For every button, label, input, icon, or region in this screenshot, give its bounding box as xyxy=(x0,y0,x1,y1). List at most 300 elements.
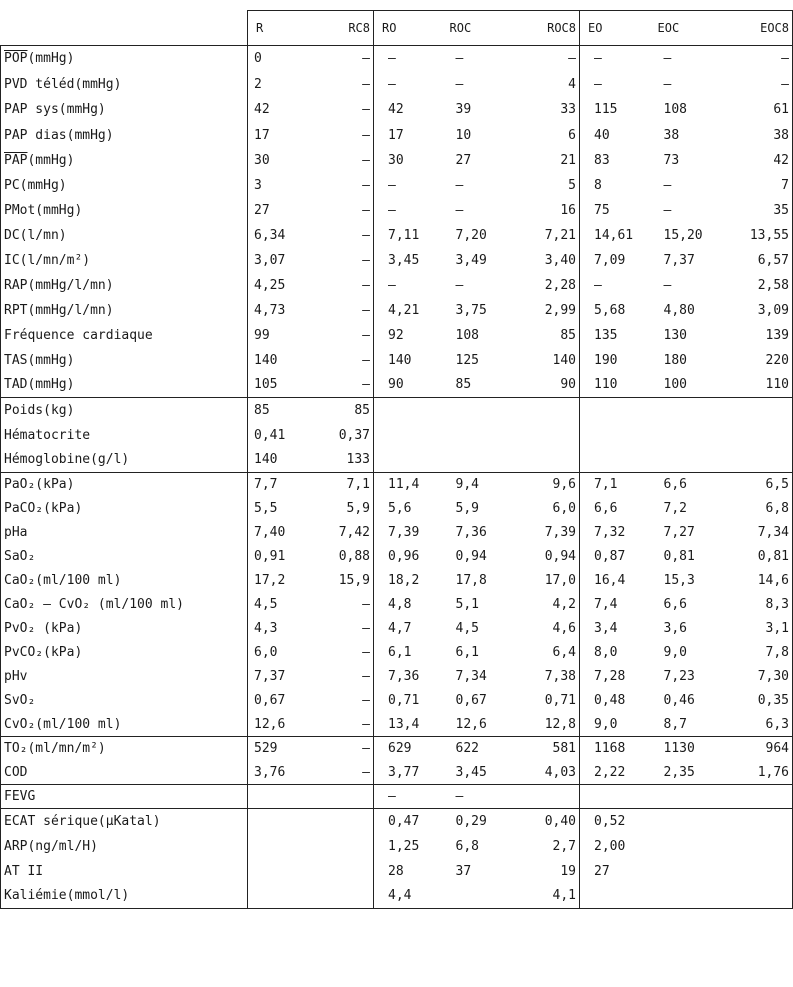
table-row-fevg xyxy=(1,785,793,809)
cell-eoc: 7,23 xyxy=(663,669,695,684)
cell-roc: 9,4 xyxy=(442,473,510,497)
cell-roc: 6,8 xyxy=(455,838,479,854)
cell-eoc xyxy=(650,448,726,473)
cell-r xyxy=(248,884,310,909)
cell-r: 4,5 xyxy=(248,593,310,617)
cell-ro: 4,7 xyxy=(374,617,442,641)
overlined-symbol: POP xyxy=(4,51,28,67)
row-label: ARP(ng/ml/H) xyxy=(1,834,248,859)
cell-roc: 0,29 xyxy=(442,809,510,834)
cell-eo: 110 xyxy=(580,373,650,398)
table-row-pap-dias-mmhg xyxy=(1,123,793,148)
table-row-rpt-mmhg-l-mn xyxy=(1,298,793,323)
cell-roc8: 85 xyxy=(560,327,576,343)
cell-eoc8: 13,55 xyxy=(726,223,793,248)
cell-roc8: 90 xyxy=(560,377,576,393)
cell-eoc: 7,37 xyxy=(663,252,695,268)
cell-rc8: – xyxy=(310,737,374,761)
cell-rc8: 15,9 xyxy=(338,573,370,588)
cell-eoc8: 139 xyxy=(726,323,793,348)
cell-roc8: 21 xyxy=(560,152,576,168)
cell-eoc8: – xyxy=(726,72,793,97)
cell-roc: 7,20 xyxy=(455,227,487,243)
cell-ro: 92 xyxy=(374,323,442,348)
cell-eoc8: – xyxy=(726,46,793,72)
cell-eoc: 15,3 xyxy=(663,573,695,588)
cell-eoc8: 7,8 xyxy=(726,641,793,665)
cell-ro: 7,36 xyxy=(374,665,442,689)
cell-roc8: 4,1 xyxy=(510,884,580,909)
row-label: PvCO₂(kPa) xyxy=(1,641,248,665)
cell-eo xyxy=(580,785,650,809)
row-label: CaO₂ – CvO₂ (ml/100 ml) xyxy=(1,593,248,617)
cell-roc: – xyxy=(442,785,510,809)
cell-r xyxy=(248,809,310,834)
cell-rc8: – xyxy=(362,252,370,268)
cell-roc xyxy=(442,448,510,473)
row-label: PMot(mmHg) xyxy=(1,198,248,223)
cell-r: 27 xyxy=(248,198,310,223)
cell-eoc xyxy=(650,859,726,884)
cell-rc8: – xyxy=(362,102,370,117)
cell-eoc8: 0,35 xyxy=(726,689,793,713)
cell-r: 17 xyxy=(248,123,310,148)
cell-r: 0,41 xyxy=(248,423,310,448)
cell-roc xyxy=(442,884,510,909)
table-row-arp-ng-ml-h xyxy=(1,834,793,859)
cell-rc8 xyxy=(310,785,374,809)
cell-eoc8: 38 xyxy=(726,123,793,148)
cell-eoc8: 3,1 xyxy=(726,617,793,641)
cell-roc xyxy=(442,398,510,423)
cell-roc: – xyxy=(442,46,510,72)
row-label: Fréquence cardiaque xyxy=(1,323,248,348)
cell-ro: 4,4 xyxy=(374,884,442,909)
cell-eo: – xyxy=(580,273,650,298)
cell-eoc8: 61 xyxy=(726,97,793,123)
cell-roc8 xyxy=(510,785,580,809)
cell-roc8: 16 xyxy=(560,202,576,218)
column-header-eo: EO xyxy=(580,11,650,46)
table-row-pvd-t-l-d-mmhg xyxy=(1,72,793,97)
cell-roc: 27 xyxy=(455,152,472,168)
column-header-ro: RO xyxy=(374,11,442,46)
cell-r: 2 xyxy=(248,72,310,97)
cell-ro: 0,71 xyxy=(374,689,442,713)
cell-ro: 6,1 xyxy=(374,641,442,665)
cell-eoc: 6,6 xyxy=(650,473,726,497)
cell-eoc8: 35 xyxy=(726,198,793,223)
cell-roc: 7,34 xyxy=(455,669,487,684)
cell-rc8: 0,37 xyxy=(338,427,370,443)
cell-roc: 0,67 xyxy=(455,693,487,708)
cell-eoc8: 6,3 xyxy=(726,713,793,737)
row-label: PAP dias(mmHg) xyxy=(1,123,248,148)
cell-eoc: – xyxy=(663,202,672,218)
cell-eoc8: 110 xyxy=(726,373,793,398)
row-label: pHv xyxy=(1,665,248,689)
cell-rc8: 85 xyxy=(310,398,374,423)
cell-r: 5,5 xyxy=(248,497,310,521)
cell-eo: 0,87 xyxy=(580,545,650,569)
cell-roc: 6,1 xyxy=(455,645,479,660)
cell-eo: 40 xyxy=(580,123,650,148)
cell-roc8: 0,71 xyxy=(544,693,576,708)
cell-eoc: 108 xyxy=(663,102,687,117)
table-row-pop-mmhg xyxy=(1,46,793,72)
table-row-tad-mmhg xyxy=(1,373,793,398)
cell-eoc: 4,80 xyxy=(663,302,695,318)
row-label: AT II xyxy=(1,859,248,884)
header-row xyxy=(1,11,793,46)
table-row-pmot-mmhg xyxy=(1,198,793,223)
cell-ro: 13,4 xyxy=(374,713,442,737)
cell-rc8 xyxy=(310,809,374,834)
cell-rc8: – xyxy=(362,645,370,660)
table-row-cao-cvo-ml-100-ml xyxy=(1,593,793,617)
cell-r: 12,6 xyxy=(248,713,310,737)
cell-eoc: 1130 xyxy=(650,737,726,761)
cell-eo: 5,68 xyxy=(580,298,650,323)
cell-ro xyxy=(374,448,442,473)
cell-r: 4,3 xyxy=(248,617,310,641)
cell-rc8: 133 xyxy=(346,452,370,468)
cell-ro: – xyxy=(374,198,442,223)
cell-eoc8 xyxy=(726,884,793,909)
cell-rc8 xyxy=(310,834,374,859)
cell-ro: 30 xyxy=(374,148,442,173)
cell-eoc8: 6,57 xyxy=(726,248,793,273)
cell-eoc: 7,2 xyxy=(663,501,687,516)
cell-roc8: 4,6 xyxy=(552,621,576,636)
overlined-symbol: PAP xyxy=(4,152,28,168)
cell-eoc8: 6,5 xyxy=(726,473,793,497)
cell-r: 7,37 xyxy=(248,665,310,689)
cell-ro: 3,45 xyxy=(374,248,442,273)
cell-rc8: – xyxy=(362,693,370,708)
cell-roc8: 7,39 xyxy=(544,525,576,540)
cell-ro: 4,8 xyxy=(374,593,442,617)
cell-ro: 18,2 xyxy=(374,569,442,593)
table-row-rap-mmhg-l-mn xyxy=(1,273,793,298)
row-label: RAP(mmHg/l/mn) xyxy=(1,273,248,298)
cell-r: 85 xyxy=(248,398,310,423)
cell-rc8: – xyxy=(310,46,374,72)
table-row-sao xyxy=(1,545,793,569)
cell-r: 99 xyxy=(248,323,310,348)
column-header-roc: ROC xyxy=(442,11,510,46)
cell-roc: 3,45 xyxy=(455,764,487,780)
cell-roc8: 4,2 xyxy=(552,597,576,612)
table-row-to-ml-mn-m xyxy=(1,737,793,761)
cell-ro: 0,47 xyxy=(374,809,442,834)
cell-eoc: 0,81 xyxy=(663,549,695,564)
cell-eo: 0,52 xyxy=(580,809,650,834)
cell-eo: 83 xyxy=(580,148,650,173)
cell-rc8: – xyxy=(362,152,370,168)
table-row-fr-quence-cardiaque xyxy=(1,323,793,348)
cell-eoc: – xyxy=(650,46,726,72)
cell-eoc: 0,46 xyxy=(663,693,695,708)
cell-eoc8: 0,81 xyxy=(726,545,793,569)
cell-r: 7,7 xyxy=(248,473,310,497)
cell-ro: 7,11 xyxy=(374,223,442,248)
cell-roc: 85 xyxy=(455,377,472,393)
table-row-ic-l-mn-m xyxy=(1,248,793,273)
cell-eoc: – xyxy=(663,76,672,92)
cell-eo: 7,09 xyxy=(580,248,650,273)
cell-eo: 7,4 xyxy=(580,593,650,617)
cell-eoc8 xyxy=(726,809,793,834)
table-row-pap-mmhg xyxy=(1,148,793,173)
cell-r: 42 xyxy=(248,97,310,123)
cell-eoc8: 964 xyxy=(726,737,793,761)
cell-ro: 629 xyxy=(374,737,442,761)
cell-rc8: – xyxy=(362,177,370,193)
column-header-roc8: ROC8 xyxy=(510,11,580,46)
cell-roc: 622 xyxy=(442,737,510,761)
cell-eoc: 130 xyxy=(663,327,687,343)
cell-roc8: 3,40 xyxy=(544,252,576,268)
table-row-cvo-ml-100-ml xyxy=(1,713,793,737)
cell-roc: 4,5 xyxy=(455,621,479,636)
cell-ro: 28 xyxy=(374,859,442,884)
cell-roc8: 4 xyxy=(568,76,576,92)
row-label: PvO₂ (kPa) xyxy=(1,617,248,641)
row-label: pHa xyxy=(1,521,248,545)
cell-rc8: 7,1 xyxy=(310,473,374,497)
table-row-tas-mmhg xyxy=(1,348,793,373)
cell-ro: 1,25 xyxy=(374,834,442,859)
cell-roc8: 5 xyxy=(568,177,576,193)
cell-rc8: – xyxy=(362,302,370,318)
cell-r: 140 xyxy=(248,448,310,473)
cell-roc8: 140 xyxy=(552,352,576,368)
cell-roc8 xyxy=(510,448,580,473)
cell-r: 0 xyxy=(248,46,310,72)
row-label: TAS(mmHg) xyxy=(1,348,248,373)
data-table xyxy=(0,10,793,909)
cell-eoc xyxy=(650,809,726,834)
cell-r: 0,91 xyxy=(248,545,310,569)
cell-eo: 8 xyxy=(580,173,650,198)
cell-r: 3,07 xyxy=(248,248,310,273)
cell-ro: 11,4 xyxy=(374,473,442,497)
cell-eo: 27 xyxy=(580,859,650,884)
table-row-svo xyxy=(1,689,793,713)
cell-rc8: 7,42 xyxy=(338,525,370,540)
cell-eoc8: 14,6 xyxy=(726,569,793,593)
cell-eoc xyxy=(650,423,726,448)
row-label: SvO₂ xyxy=(1,689,248,713)
cell-ro: 90 xyxy=(374,373,442,398)
cell-eoc8: 42 xyxy=(726,148,793,173)
cell-eo: 7,1 xyxy=(580,473,650,497)
row-label: ECAT sérique(µKatal) xyxy=(1,809,248,834)
cell-rc8: – xyxy=(362,227,370,243)
cell-eoc: 6,6 xyxy=(663,597,687,612)
cell-r: 105 xyxy=(248,373,310,398)
cell-roc8: 17,0 xyxy=(544,573,576,588)
cell-roc: 39 xyxy=(455,102,472,117)
cell-r: 0,67 xyxy=(248,689,310,713)
cell-eoc8: 7,34 xyxy=(726,521,793,545)
column-header-rc8: RC8 xyxy=(310,11,374,46)
cell-ro xyxy=(374,423,442,448)
cell-rc8: – xyxy=(362,352,370,368)
cell-roc: 17,8 xyxy=(455,573,487,588)
table-row-cao-ml-100-ml xyxy=(1,569,793,593)
row-label: CaO₂(ml/100 ml) xyxy=(1,569,248,593)
table-row-pvco-kpa xyxy=(1,641,793,665)
row-label: Poids(kg) xyxy=(1,398,248,423)
cell-roc8: 7,38 xyxy=(544,669,576,684)
cell-roc: 0,94 xyxy=(455,549,487,564)
cell-eo: 6,6 xyxy=(580,497,650,521)
cell-r: 3,76 xyxy=(248,761,310,785)
cell-r xyxy=(248,834,310,859)
cell-roc: 3,75 xyxy=(455,302,487,318)
cell-rc8: – xyxy=(362,377,370,393)
cell-eoc8 xyxy=(726,834,793,859)
table-row-kali-mie-mmol-l xyxy=(1,884,793,909)
cell-roc8: 2,28 xyxy=(544,277,576,293)
cell-ro: 4,21 xyxy=(374,298,442,323)
cell-ro: 17 xyxy=(374,123,442,148)
cell-roc8: 6 xyxy=(568,127,576,143)
row-label: SaO₂ xyxy=(1,545,248,569)
cell-ro: – xyxy=(374,46,442,72)
cell-rc8: – xyxy=(362,597,370,612)
cell-eo: 14,61 xyxy=(580,223,650,248)
cell-eoc8 xyxy=(726,448,793,473)
cell-roc8 xyxy=(510,423,580,448)
cell-eo: 1168 xyxy=(580,737,650,761)
cell-eoc8: 7,30 xyxy=(726,665,793,689)
row-label: PAP sys(mmHg) xyxy=(1,97,248,123)
cell-eoc8: 3,09 xyxy=(726,298,793,323)
row-label: PaCO₂(kPa) xyxy=(1,497,248,521)
cell-roc: 5,1 xyxy=(455,597,479,612)
cell-rc8: 5,9 xyxy=(346,501,370,516)
cell-roc8: 0,40 xyxy=(510,809,580,834)
cell-eo: 3,4 xyxy=(580,617,650,641)
cell-roc: 125 xyxy=(455,352,479,368)
cell-ro: 42 xyxy=(374,97,442,123)
cell-roc: – xyxy=(455,277,464,293)
cell-eoc: 100 xyxy=(663,377,687,393)
cell-roc: 108 xyxy=(455,327,479,343)
table-row-phv xyxy=(1,665,793,689)
cell-roc8: 33 xyxy=(560,102,576,117)
cell-ro: 0,96 xyxy=(374,545,442,569)
cell-r: 4,25 xyxy=(248,273,310,298)
cell-rc8: – xyxy=(362,277,370,293)
cell-r: 4,73 xyxy=(248,298,310,323)
row-label: DC(l/mn) xyxy=(1,223,248,248)
cell-eoc: 180 xyxy=(663,352,687,368)
cell-ro: – xyxy=(374,173,442,198)
row-label xyxy=(1,46,248,72)
cell-ro: 5,6 xyxy=(374,497,442,521)
table-row-h-matocrite xyxy=(1,423,793,448)
cell-eo: 135 xyxy=(580,323,650,348)
cell-eo: 8,0 xyxy=(580,641,650,665)
cell-eo: 0,48 xyxy=(580,689,650,713)
cell-ro: – xyxy=(374,785,442,809)
table-row-pha xyxy=(1,521,793,545)
cell-ro: 3,77 xyxy=(374,761,442,785)
cell-roc8: 9,6 xyxy=(510,473,580,497)
cell-eoc8: 2,58 xyxy=(726,273,793,298)
cell-eoc: 2,35 xyxy=(663,764,695,780)
cell-eoc: 15,20 xyxy=(663,227,703,243)
table-row-ecat-s-rique-katal xyxy=(1,809,793,834)
cell-roc8: 4,03 xyxy=(544,764,576,780)
cell-roc8: 12,8 xyxy=(544,716,576,732)
cell-roc8: 6,0 xyxy=(552,501,576,516)
cell-roc8: 2,7 xyxy=(552,838,576,854)
cell-r: 17,2 xyxy=(248,569,310,593)
cell-eoc8: 7 xyxy=(726,173,793,198)
row-label: PC(mmHg) xyxy=(1,173,248,198)
cell-eoc8: 6,8 xyxy=(726,497,793,521)
cell-eo: 2,00 xyxy=(580,834,650,859)
table-row-h-moglobine-g-l xyxy=(1,448,793,473)
row-label xyxy=(1,148,248,173)
cell-eo: 190 xyxy=(580,348,650,373)
row-label: TO₂(ml/mn/m²) xyxy=(1,737,248,761)
row-label: CvO₂(ml/100 ml) xyxy=(1,713,248,737)
cell-eoc: 3,6 xyxy=(663,621,687,636)
table-row-pc-mmhg xyxy=(1,173,793,198)
row-label: PaO₂(kPa) xyxy=(1,473,248,497)
cell-eoc8: 220 xyxy=(726,348,793,373)
cell-eoc8 xyxy=(726,398,793,423)
cell-rc8: – xyxy=(362,76,370,92)
cell-r: 6,0 xyxy=(248,641,310,665)
cell-eo: 7,28 xyxy=(580,665,650,689)
cell-rc8: – xyxy=(362,621,370,636)
cell-roc: 10 xyxy=(455,127,472,143)
cell-eoc xyxy=(650,398,726,423)
cell-roc8: 7,21 xyxy=(544,227,576,243)
cell-eoc: 8,7 xyxy=(663,716,687,732)
cell-r: 6,34 xyxy=(248,223,310,248)
header-blank xyxy=(1,11,248,46)
cell-eoc: 73 xyxy=(663,152,680,168)
row-label: FEVG xyxy=(1,785,248,809)
cell-roc: 7,36 xyxy=(455,525,487,540)
cell-rc8: – xyxy=(362,764,370,780)
cell-roc: – xyxy=(455,76,464,92)
cell-eoc8: 1,76 xyxy=(726,761,793,785)
cell-eo: – xyxy=(580,46,650,72)
cell-roc xyxy=(442,423,510,448)
cell-eoc: 9,0 xyxy=(663,645,687,660)
cell-eo xyxy=(580,448,650,473)
cell-eoc: – xyxy=(663,277,672,293)
unit: (mmHg) xyxy=(27,152,75,168)
cell-eoc8 xyxy=(726,785,793,809)
cell-rc8: – xyxy=(362,327,370,343)
row-label: IC(l/mn/m²) xyxy=(1,248,248,273)
cell-eoc8 xyxy=(726,423,793,448)
cell-rc8 xyxy=(310,884,374,909)
cell-eoc xyxy=(650,884,726,909)
table-row-cod xyxy=(1,761,793,785)
table-row-pao-kpa xyxy=(1,473,793,497)
